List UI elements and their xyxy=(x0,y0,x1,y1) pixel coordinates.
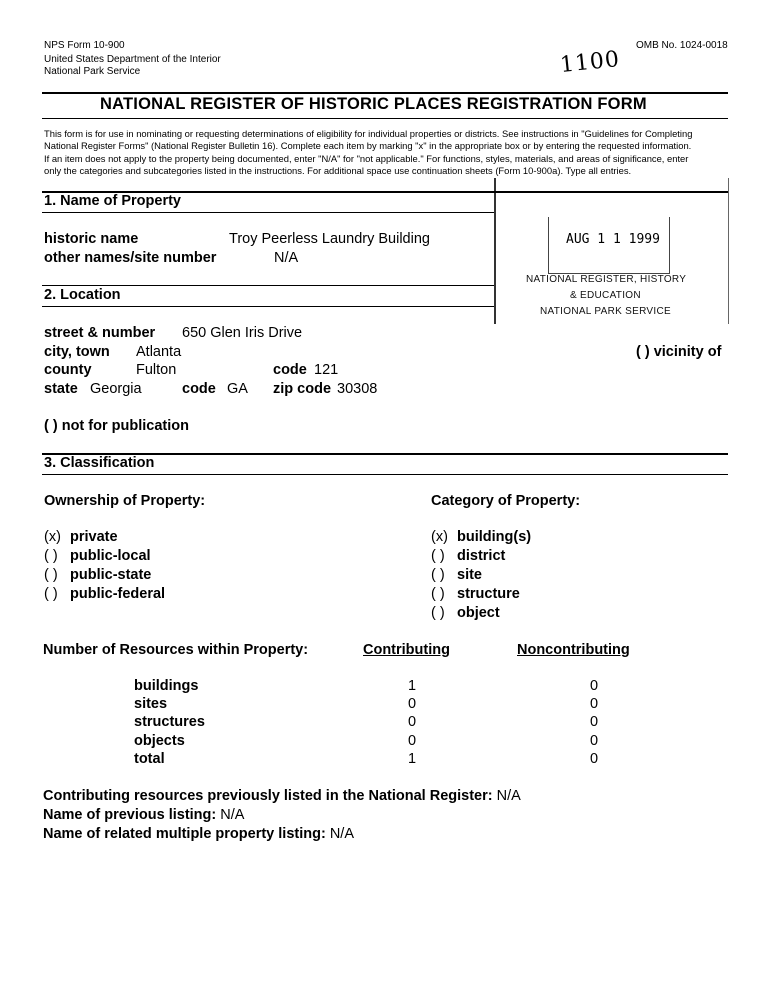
ownership-label: public-state xyxy=(70,567,152,583)
multiple-listing-line xyxy=(43,826,354,842)
other-names-value: N/A xyxy=(274,250,299,266)
resource-noncontributing-count: 0 xyxy=(589,751,599,767)
county-label: county xyxy=(44,362,92,378)
section2-rule-top xyxy=(42,285,494,286)
ownership-mark: ( ) xyxy=(44,586,58,602)
resource-contributing-count: 0 xyxy=(407,714,417,730)
resource-noncontributing-count: 0 xyxy=(589,696,599,712)
ownership-label: public-local xyxy=(70,548,151,564)
ownership-label: public-federal xyxy=(70,586,166,602)
resource-contributing-count: 0 xyxy=(407,696,417,712)
instructions-line: National Register Forms" (National Register Bulletin 16). Complete each item by marking "x" in the appropriate box or by entering the requested information. xyxy=(44,140,692,152)
section3-heading: 3. Classification xyxy=(44,455,155,471)
stamp-line-1: NATIONAL REGISTER, HISTORY xyxy=(526,274,687,285)
county-code-label: code xyxy=(273,362,307,378)
title-rule-top xyxy=(42,92,728,94)
section1-rule-bottom xyxy=(42,212,494,213)
state-code-label: code xyxy=(182,381,216,397)
vicinity-checkbox: ( ) vicinity of xyxy=(636,344,722,360)
resource-row-label: total xyxy=(134,751,165,767)
category-label: building(s) xyxy=(457,529,532,545)
city-value: Atlanta xyxy=(136,344,182,360)
multiple-listing-value: N/A xyxy=(329,826,354,842)
category-mark: ( ) xyxy=(431,586,445,602)
section1-heading: 1. Name of Property xyxy=(44,193,181,209)
department-name: United States Department of the Interior xyxy=(44,54,221,65)
title-rule-bottom xyxy=(42,118,728,119)
previous-listing-line xyxy=(43,807,244,823)
resource-noncontributing-count: 0 xyxy=(589,678,599,694)
stamp-date: AUG 1 1 1999 xyxy=(566,232,660,247)
section2-heading: 2. Location xyxy=(44,287,121,303)
state-value: Georgia xyxy=(90,381,142,397)
omb-number: OMB No. 1024-0018 xyxy=(636,40,728,51)
street-value: 650 Glen Iris Drive xyxy=(182,325,303,341)
category-label: district xyxy=(457,548,506,564)
category-mark: ( ) xyxy=(431,605,445,621)
historic-name-label: historic name xyxy=(44,231,139,247)
noncontributing-column-header: Noncontributing xyxy=(517,642,630,658)
resource-row-label: structures xyxy=(134,714,205,730)
form-title: NATIONAL REGISTER OF HISTORIC PLACES REGISTRATION FORM xyxy=(100,95,647,113)
county-value: Fulton xyxy=(136,362,177,378)
resource-contributing-count: 0 xyxy=(407,733,417,749)
handwritten-number: 1100 xyxy=(558,46,622,79)
resources-heading: Number of Resources within Property: xyxy=(43,642,309,658)
resource-row-label: objects xyxy=(134,733,185,749)
other-names-label: other names/site number xyxy=(44,250,217,266)
service-name: National Park Service xyxy=(44,66,141,77)
category-label: object xyxy=(457,605,500,621)
contributing-column-header: Contributing xyxy=(363,642,450,658)
resource-row-label: sites xyxy=(134,696,168,712)
resource-row-label: buildings xyxy=(134,678,199,694)
category-label: site xyxy=(457,567,482,583)
previous-listing-label: Name of previous listing xyxy=(43,807,212,823)
resource-noncontributing-count: 0 xyxy=(589,714,599,730)
instructions-line: This form is for use in nominating or requesting determinations of eligibility for individual properties or districts. See instructions in "Guidelines for Completing xyxy=(44,128,693,139)
instructions-line: If an item does not apply to the property being documented, enter "N/A" for "not applicable." For functions, styles, materials, and areas of significance, enter xyxy=(44,152,689,164)
ownership-mark: ( ) xyxy=(44,567,58,583)
previously-listed-value: N/A xyxy=(496,788,521,804)
category-label: structure xyxy=(457,586,520,602)
ownership-heading: Ownership of Property: xyxy=(44,493,206,509)
previously-listed-label: Contributing resources previously listed in the National Register: xyxy=(43,788,493,804)
state-label: state xyxy=(44,381,78,397)
previous-listing-value: N/A xyxy=(220,807,245,823)
county-code-value: 121 xyxy=(314,362,339,378)
ownership-mark: ( ) xyxy=(44,548,58,564)
stamp-line-3: NATIONAL PARK SERVICE xyxy=(540,306,671,317)
section2-rule-bottom xyxy=(42,306,494,307)
category-mark: ( ) xyxy=(431,567,445,583)
not-for-publication-checkbox: ( ) not for publication xyxy=(44,418,189,434)
zip-label: zip code xyxy=(273,381,332,397)
previous-listing-colon: : xyxy=(211,807,217,823)
city-label: city, town xyxy=(44,344,110,360)
section3-rule-bottom xyxy=(42,474,728,475)
instructions-line: only the categories and subcategories listed in the instructions. For additional space use continuation sheets (Form 10-900a). Type all entries. xyxy=(44,164,632,176)
category-heading: Category of Property: xyxy=(431,493,581,509)
ownership-mark: (x) xyxy=(44,529,61,545)
ownership-label: private xyxy=(70,529,118,545)
form-number: NPS Form 10-900 xyxy=(44,40,125,51)
previously-listed-line xyxy=(43,788,521,804)
street-label: street & number xyxy=(44,325,156,341)
resource-noncontributing-count: 0 xyxy=(589,733,599,749)
historic-name-value: Troy Peerless Laundry Building xyxy=(229,231,430,247)
resource-contributing-count: 1 xyxy=(407,678,417,694)
multiple-listing-label: Name of related multiple property listing: xyxy=(43,826,326,842)
category-mark: (x) xyxy=(431,529,448,545)
resource-contributing-count: 1 xyxy=(407,751,417,767)
stamp-line-2: & EDUCATION xyxy=(570,290,641,301)
zip-value: 30308 xyxy=(337,381,378,397)
state-code-value: GA xyxy=(227,381,248,397)
category-mark: ( ) xyxy=(431,548,445,564)
instructions xyxy=(44,128,734,177)
